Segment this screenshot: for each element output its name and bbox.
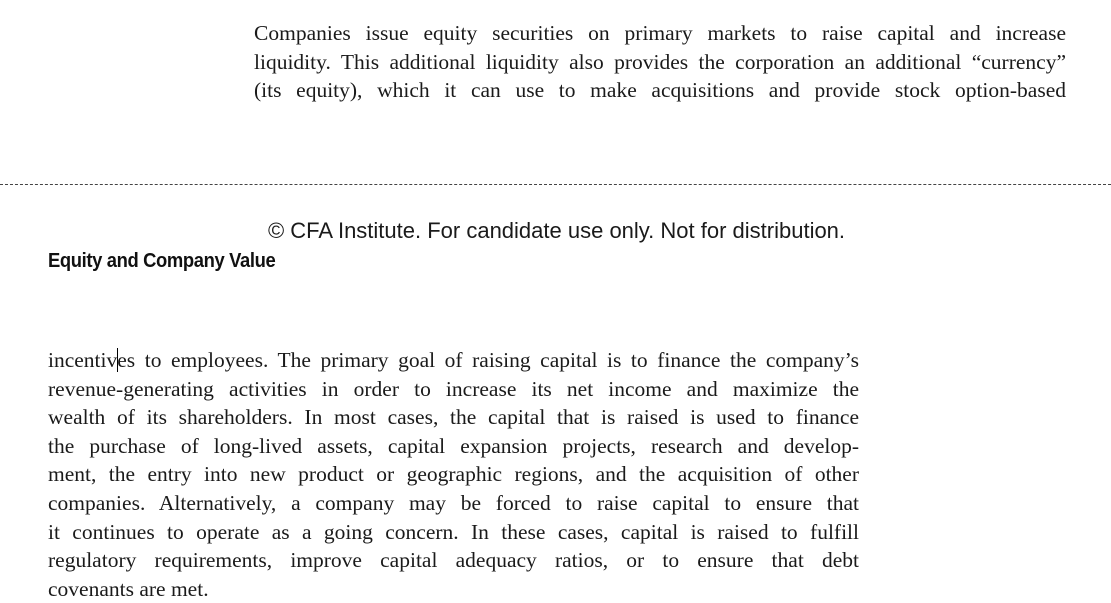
copyright-notice [0, 217, 1111, 245]
main-paragraph-line: the purchase of long-lived assets, capital expansion projects, research and develop- [48, 433, 859, 458]
main-paragraph-line: wealth of its shareholders. In most cases, the capital that is raised is used to finance [48, 405, 859, 430]
main-paragraph-line: covenants are met. [48, 576, 209, 601]
top-paragraph-line: liquidity. This additional liquidity also provides the corporation an additional “currency” [254, 49, 1066, 74]
main-paragraph[interactable] [48, 346, 859, 603]
text-fragment: es to employees. The primary goal of raising capital is to finance the company’s [117, 348, 859, 372]
copyright-text: © CFA Institute. For candidate use only. Not for distribution. [267, 218, 846, 243]
main-paragraph-line: it continues to operate as a going concern. In these cases, capital is raised to fulfill [48, 519, 859, 544]
top-paragraph-line: Companies issue equity securities on primary markets to raise capital and increase [254, 21, 1066, 45]
main-paragraph-line [48, 346, 859, 375]
running-head: Equity and Company Value [48, 250, 276, 272]
main-paragraph-line: regulatory requirements, improve capital adequacy ratios, or to ensure that debt [48, 548, 859, 573]
page-break-divider [0, 184, 1111, 185]
main-paragraph-line: revenue-generating activities in order to increase its net income and maximize the [48, 376, 859, 401]
main-paragraph-line: companies. Alternatively, a company may be forced to raise capital to ensure that [48, 490, 859, 515]
main-paragraph-line: ment, the entry into new product or geographic regions, and the acquisition of other [48, 462, 859, 487]
top-paragraph [254, 19, 1066, 105]
top-paragraph-line: (its equity), which it can use to make acquisitions and provide stock option-based [254, 78, 1066, 103]
text-fragment: incentiv [48, 348, 118, 372]
